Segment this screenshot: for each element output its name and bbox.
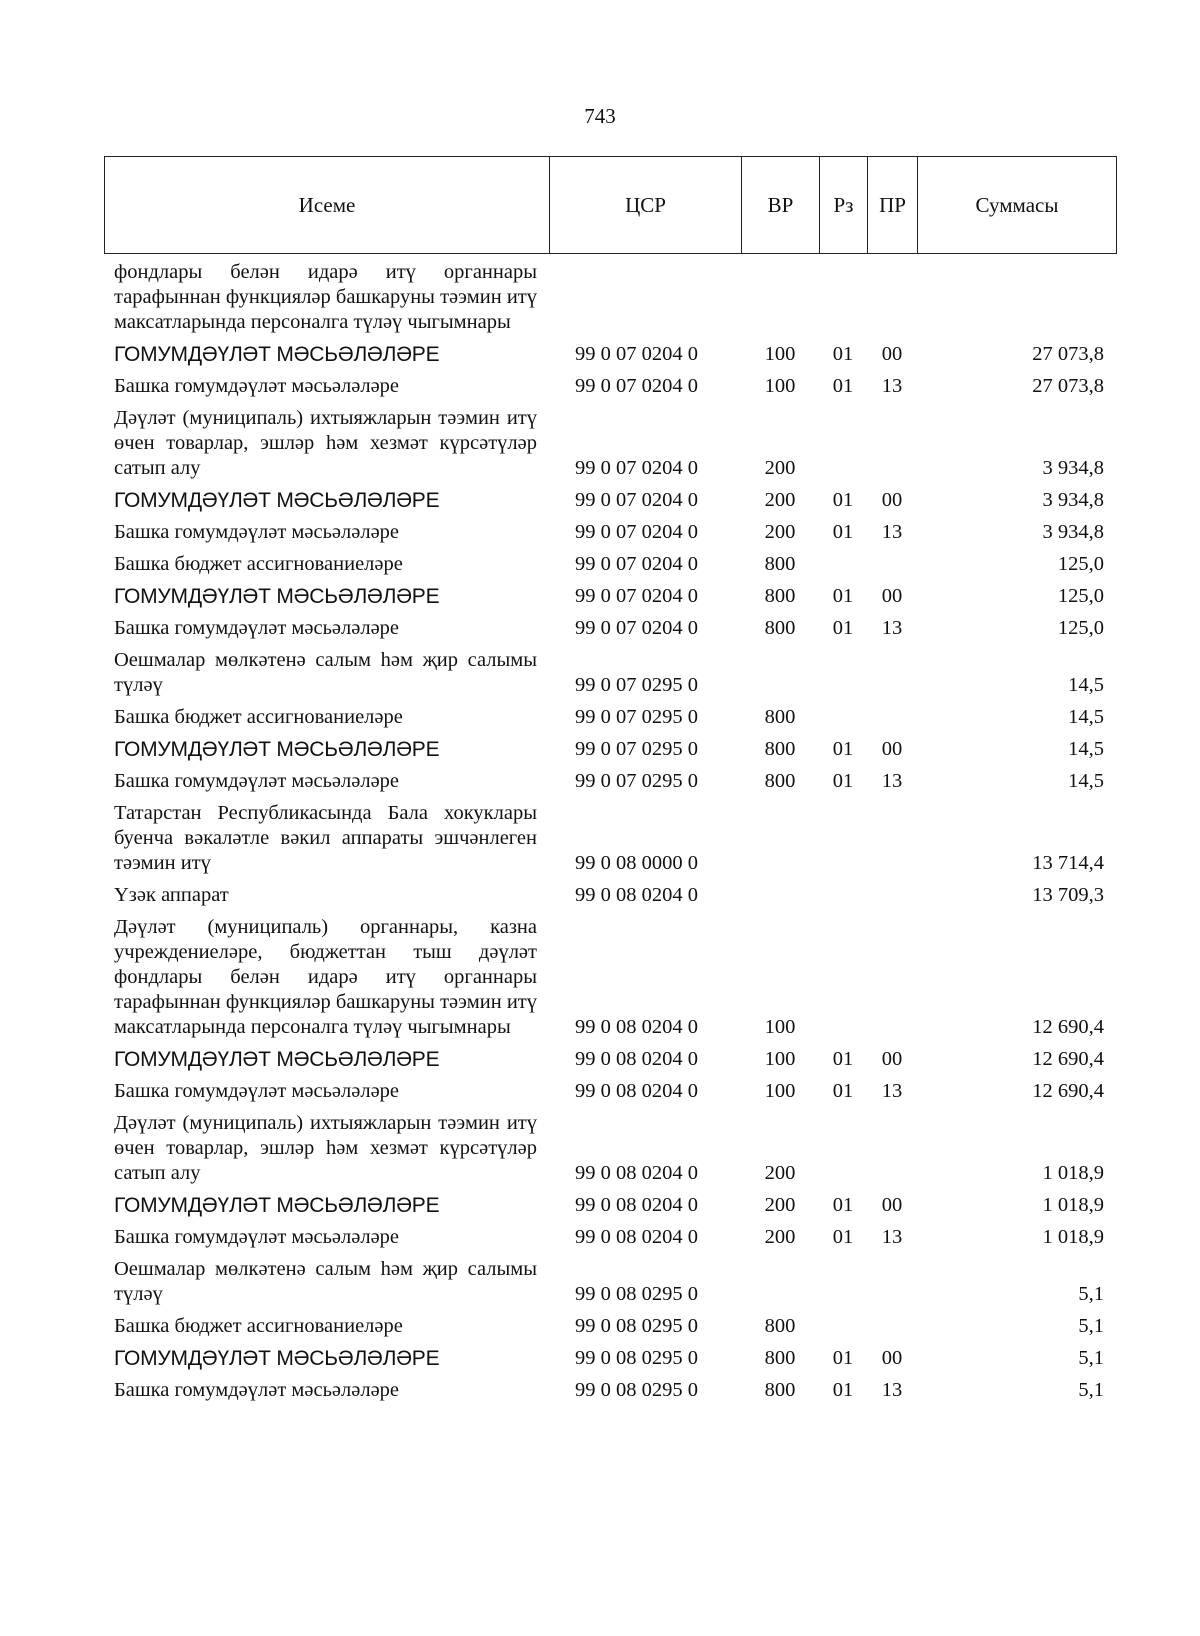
- cell-name: Башка гомумдәүләт мәсьәләләре: [114, 521, 400, 543]
- cell-csr: 99 0 08 0204 0: [575, 1048, 698, 1070]
- cell-vr: 100: [764, 343, 796, 365]
- table-row: [104, 1254, 1116, 1311]
- cell-csr: 99 0 07 0204 0: [575, 343, 698, 365]
- column-header-rz: Рз: [820, 157, 868, 254]
- cell-name: ГОМУМДӘҮЛӘТ МӘСЬӘЛӘЛӘРЕ: [114, 1194, 440, 1217]
- cell-rz: 01: [832, 585, 854, 607]
- cell-pr: 13: [881, 521, 903, 543]
- cell-sum: 3 934,8: [1042, 489, 1104, 511]
- cell-rz: 01: [832, 1347, 854, 1369]
- cell-csr: 99 0 07 0204 0: [575, 457, 698, 479]
- cell-name: Дәүләт (муниципаль) органнары, казна учреждениеләре, бюджеттан тыш дәүләт фондлары белән идарә итү органнары тарафыннан функцияләр башкаруны тәэмин итү максатларында персоналга түләү чыгымнары: [114, 916, 537, 1038]
- cell-name: Башка гомумдәүләт мәсьәләләре: [114, 1226, 400, 1248]
- cell-csr: 99 0 07 0295 0: [575, 738, 698, 760]
- cell-rz: 01: [832, 1379, 854, 1401]
- cell-csr: 99 0 08 0295 0: [575, 1315, 698, 1337]
- cell-pr: [867, 645, 917, 702]
- cell-pr: [867, 798, 917, 880]
- cell-pr: 13: [881, 1226, 903, 1248]
- cell-vr: [741, 645, 819, 702]
- cell-rz: [819, 912, 867, 1044]
- cell-vr: [741, 257, 819, 339]
- budget-table: [104, 257, 1116, 1407]
- cell-name: Башка гомумдәүләт мәсьәләләре: [114, 1379, 400, 1401]
- cell-csr: 99 0 07 0204 0: [575, 617, 698, 639]
- cell-csr: 99 0 07 0295 0: [575, 706, 698, 728]
- table-row: [104, 734, 1116, 766]
- cell-vr: 800: [764, 1347, 796, 1369]
- table-row: [104, 880, 1116, 912]
- cell-csr: 99 0 07 0204 0: [575, 489, 698, 511]
- cell-name: Башка гомумдәүләт мәсьәләләре: [114, 1080, 400, 1102]
- cell-sum: [917, 257, 1116, 339]
- cell-name: ГОМУМДӘҮЛӘТ МӘСЬӘЛӘЛӘРЕ: [114, 738, 440, 761]
- cell-sum: 1 018,9: [1042, 1226, 1104, 1248]
- cell-vr: 800: [764, 617, 796, 639]
- cell-pr: [867, 1108, 917, 1190]
- cell-pr: 00: [881, 1048, 903, 1070]
- table-row: [104, 339, 1116, 371]
- cell-rz: [819, 257, 867, 339]
- cell-csr: 99 0 07 0204 0: [575, 521, 698, 543]
- cell-pr: 00: [881, 585, 903, 607]
- cell-name: ГОМУМДӘҮЛӘТ МӘСЬӘЛӘЛӘРЕ: [114, 585, 440, 608]
- table-row: [104, 485, 1116, 517]
- cell-sum: 13 714,4: [1032, 852, 1104, 874]
- column-header-pr: ПР: [868, 157, 918, 254]
- cell-sum: 27 073,8: [1032, 375, 1104, 397]
- cell-pr: 13: [881, 1379, 903, 1401]
- table-row: [104, 257, 1116, 339]
- cell-rz: 01: [832, 343, 854, 365]
- cell-csr: 99 0 07 0204 0: [575, 375, 698, 397]
- cell-vr: [741, 798, 819, 880]
- column-header-vr: ВР: [742, 157, 820, 254]
- table-row: [104, 702, 1116, 734]
- cell-rz: 01: [832, 738, 854, 760]
- cell-name: Дәүләт (муниципаль) ихтыяжларын тәэмин итү өчен товарлар, эшләр һәм хезмәт күрсәтүләр сатып алу: [114, 1112, 537, 1184]
- cell-sum: 12 690,4: [1032, 1048, 1104, 1070]
- cell-rz: [819, 403, 867, 485]
- cell-name: Үзәк аппарат: [114, 884, 229, 906]
- cell-name: Татарстан Республикасында Бала хокуклары буенча вәкаләтле вәкил аппараты эшчәнлеген тәэмин итү: [114, 802, 537, 874]
- table-row: [104, 912, 1116, 1044]
- cell-pr: 13: [881, 617, 903, 639]
- cell-name: ГОМУМДӘҮЛӘТ МӘСЬӘЛӘЛӘРЕ: [114, 489, 440, 512]
- cell-pr: [867, 549, 917, 581]
- cell-name: Оешмалар мөлкәтенә салым һәм җир салымы түләү: [114, 649, 537, 696]
- cell-csr: 99 0 07 0295 0: [575, 674, 698, 696]
- cell-rz: 01: [832, 489, 854, 511]
- table-body: [104, 257, 1116, 1407]
- cell-pr: 00: [881, 1347, 903, 1369]
- cell-pr: 00: [881, 738, 903, 760]
- cell-pr: [867, 702, 917, 734]
- cell-sum: 5,1: [1078, 1379, 1104, 1401]
- cell-rz: [819, 1108, 867, 1190]
- cell-rz: 01: [832, 1048, 854, 1070]
- cell-pr: [867, 257, 917, 339]
- cell-sum: 14,5: [1068, 738, 1104, 760]
- table-row: [104, 371, 1116, 403]
- table-header: [104, 156, 1117, 254]
- cell-pr: [867, 880, 917, 912]
- cell-vr: 100: [764, 1016, 796, 1038]
- cell-name: Башка гомумдәүләт мәсьәләләре: [114, 770, 400, 792]
- cell-pr: 00: [881, 1194, 903, 1216]
- cell-csr: 99 0 08 0204 0: [575, 1016, 698, 1038]
- cell-rz: 01: [832, 375, 854, 397]
- cell-sum: 125,0: [1057, 617, 1104, 639]
- cell-sum: 14,5: [1068, 706, 1104, 728]
- cell-sum: 5,1: [1078, 1347, 1104, 1369]
- cell-pr: [867, 1311, 917, 1343]
- table-row: [104, 1044, 1116, 1076]
- cell-rz: [819, 645, 867, 702]
- column-header-name: Исеме: [105, 157, 550, 254]
- cell-vr: 800: [764, 1315, 796, 1337]
- cell-sum: 3 934,8: [1042, 521, 1104, 543]
- page-number: 743: [584, 104, 616, 128]
- cell-vr: 200: [764, 457, 796, 479]
- cell-rz: 01: [832, 1080, 854, 1102]
- table-row: [104, 1190, 1116, 1222]
- cell-csr: 99 0 07 0204 0: [575, 553, 698, 575]
- cell-vr: 800: [764, 738, 796, 760]
- cell-csr: 99 0 07 0204 0: [575, 585, 698, 607]
- cell-vr: 200: [764, 1162, 796, 1184]
- table-row: [104, 1222, 1116, 1254]
- cell-vr: 100: [764, 1048, 796, 1070]
- table-row: [104, 1108, 1116, 1190]
- cell-pr: 13: [881, 770, 903, 792]
- cell-sum: 27 073,8: [1032, 343, 1104, 365]
- cell-name: Башка бюджет ассигнованиеләре: [114, 706, 403, 728]
- cell-vr: 200: [764, 1226, 796, 1248]
- cell-pr: [867, 1254, 917, 1311]
- cell-sum: 13 709,3: [1032, 884, 1104, 906]
- cell-vr: [741, 880, 819, 912]
- cell-rz: [819, 702, 867, 734]
- cell-vr: 800: [764, 553, 796, 575]
- cell-csr: [549, 257, 741, 339]
- table-row: [104, 1311, 1116, 1343]
- cell-csr: 99 0 08 0204 0: [575, 1080, 698, 1102]
- cell-sum: 14,5: [1068, 770, 1104, 792]
- cell-sum: 125,0: [1057, 585, 1104, 607]
- cell-csr: 99 0 08 0204 0: [575, 884, 698, 906]
- cell-rz: 01: [832, 1194, 854, 1216]
- cell-rz: [819, 549, 867, 581]
- cell-vr: 200: [764, 1194, 796, 1216]
- cell-rz: 01: [832, 770, 854, 792]
- cell-pr: 13: [881, 375, 903, 397]
- cell-vr: 800: [764, 585, 796, 607]
- cell-sum: 12 690,4: [1032, 1016, 1104, 1038]
- cell-rz: 01: [832, 1226, 854, 1248]
- table-row: [104, 1375, 1116, 1407]
- cell-pr: 00: [881, 343, 903, 365]
- table-row: [104, 549, 1116, 581]
- cell-sum: 1 018,9: [1042, 1162, 1104, 1184]
- cell-pr: 00: [881, 489, 903, 511]
- cell-rz: [819, 1311, 867, 1343]
- cell-vr: 800: [764, 1379, 796, 1401]
- table-row: [104, 613, 1116, 645]
- table-row: [104, 581, 1116, 613]
- cell-csr: 99 0 08 0295 0: [575, 1283, 698, 1305]
- cell-rz: 01: [832, 617, 854, 639]
- cell-csr: 99 0 08 0295 0: [575, 1379, 698, 1401]
- cell-csr: 99 0 07 0295 0: [575, 770, 698, 792]
- cell-vr: 800: [764, 706, 796, 728]
- table-row: [104, 766, 1116, 798]
- cell-pr: 13: [881, 1080, 903, 1102]
- cell-name: Башка бюджет ассигнованиеләре: [114, 553, 403, 575]
- cell-vr: 800: [764, 770, 796, 792]
- cell-rz: [819, 880, 867, 912]
- cell-sum: 5,1: [1078, 1315, 1104, 1337]
- cell-sum: 3 934,8: [1042, 457, 1104, 479]
- cell-vr: 200: [764, 521, 796, 543]
- cell-pr: [867, 912, 917, 1044]
- cell-name: ГОМУМДӘҮЛӘТ МӘСЬӘЛӘЛӘРЕ: [114, 343, 440, 366]
- table-row: [104, 645, 1116, 702]
- cell-rz: [819, 798, 867, 880]
- table-row: [104, 798, 1116, 880]
- cell-csr: 99 0 08 0204 0: [575, 1162, 698, 1184]
- cell-name: ГОМУМДӘҮЛӘТ МӘСЬӘЛӘЛӘРЕ: [114, 1048, 440, 1071]
- cell-name: фондлары белән идарә итү органнары тарафыннан функцияләр башкаруны тәэмин итү максатларында персоналга түләү чыгымнары: [114, 261, 537, 333]
- cell-rz: [819, 1254, 867, 1311]
- cell-name: Башка гомумдәүләт мәсьәләләре: [114, 617, 400, 639]
- column-header-csr: ЦСР: [550, 157, 742, 254]
- cell-rz: 01: [832, 521, 854, 543]
- cell-name: Башка гомумдәүләт мәсьәләләре: [114, 375, 400, 397]
- cell-sum: 5,1: [1078, 1283, 1104, 1305]
- cell-vr: 200: [764, 489, 796, 511]
- table-row: [104, 1076, 1116, 1108]
- table-row: [104, 403, 1116, 485]
- cell-vr: 100: [764, 375, 796, 397]
- cell-name: Дәүләт (муниципаль) ихтыяжларын тәэмин итү өчен товарлар, эшләр һәм хезмәт күрсәтүләр сатып алу: [114, 407, 537, 479]
- table-row: [104, 1343, 1116, 1375]
- cell-name: Оешмалар мөлкәтенә салым һәм җир салымы түләү: [114, 1258, 537, 1305]
- cell-sum: 1 018,9: [1042, 1194, 1104, 1216]
- cell-vr: 100: [764, 1080, 796, 1102]
- cell-sum: 125,0: [1057, 553, 1104, 575]
- cell-sum: 12 690,4: [1032, 1080, 1104, 1102]
- table-row: [104, 517, 1116, 549]
- cell-name: ГОМУМДӘҮЛӘТ МӘСЬӘЛӘЛӘРЕ: [114, 1347, 440, 1370]
- cell-csr: 99 0 08 0000 0: [575, 852, 698, 874]
- cell-vr: [741, 1254, 819, 1311]
- column-header-sum: Суммасы: [918, 157, 1117, 254]
- cell-sum: 14,5: [1068, 674, 1104, 696]
- cell-pr: [867, 403, 917, 485]
- cell-csr: 99 0 08 0204 0: [575, 1194, 698, 1216]
- cell-name: Башка бюджет ассигнованиеләре: [114, 1315, 403, 1337]
- cell-csr: 99 0 08 0295 0: [575, 1347, 698, 1369]
- cell-csr: 99 0 08 0204 0: [575, 1226, 698, 1248]
